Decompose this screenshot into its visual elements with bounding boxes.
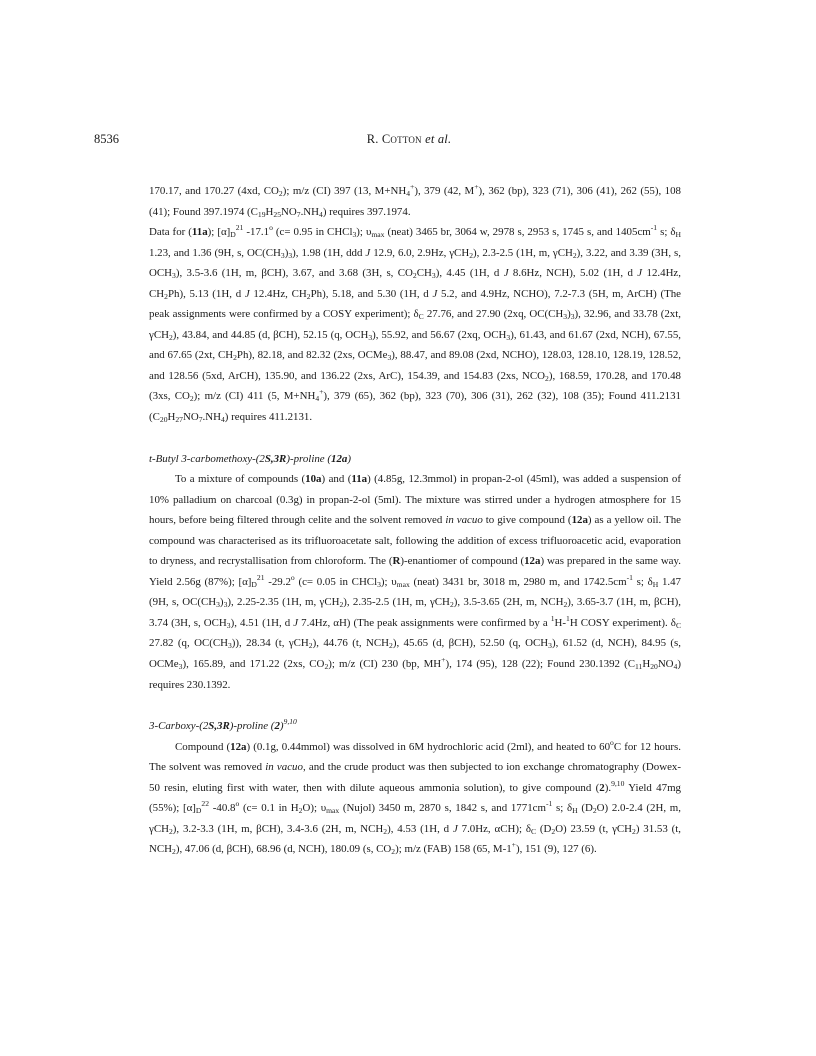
section-title-12a: t-Butyl 3-carbomethoxy-(2S,3R)-proline (12a) <box>149 452 351 465</box>
page-header <box>94 132 724 150</box>
paragraph-data-11a: Data for (11a); $[\alpha]_D^{21}$ -17.1$^o$ (c= 0.95 in CHCl$_3$); $\upsilon_{max}$ (neat) 3465 br, 3064 w, 2978 s, 2953 s, 1745 s, and $1405cm^{-1}$ s; $\delta_H$ 1.23, and 1.36 (9H, s, $OC(CH_3)_3$), 1.98 (1H, ddd J 12.9, 6.0, 2.9Hz, γCH$_2$), 2.3-2.5 (1H, m, γCH$_2$), 3.22, and 3.39 (3H, s, $OCH_3$), 3.5-3.6 (1H, m, βCH), 3.67, and 3.68 (3H, s, $CO_2CH_3$), 4.45 (1H, d J 8.6Hz, NCH), 5.02 (1H, d J 12.4Hz, $CH_2Ph$), 5.13 (1H, d J 12.4Hz, $CH_2Ph$), 5.18, and 5.30 (1H, d J 5.2, and 4.9Hz, NCHO), 7.2-7.3 (5H, m, ArCH) (The peak assignments were confirmed by a COSY experiment); $\delta_C$ 27.76, and 27.90 (2xq, $OC(CH_3)_3$), 32.96, and 33.78 (2xt, γCH$_2$), 43.84, and 44.85 (d, βCH), 52.15 (q, $OCH_3$), 55.92, and 56.67 (2xq, $OCH_3$), 61.43, and 61.67 (2xd, NCH), 67.55, and 67.65 (2xt, $CH_2Ph$), 82.18, and 82.32 (2xs, OCMe$_3$), 88.47, and 89.08 (2xd, NCHO), 128.03, 128.10, 128.19, 128.52, and 128.56 (5xd, ArCH), 135.90, and 136.22 (2xs, ArC), 154.39, and 154.83 (2xs, $NCO_2$), 168.59, 170.28, and 170.48 (3xs, $CO_2$); m/z (CI) 411 (5, $M+NH_4^+$), 379 (65), 362 (bp), 323 (70), 306 (31), 262 (32), 108 (35); Found 411.2131 $(C_{20}H_{27}NO_7.NH_4)$ requires 411.2131. <box>149 223 682 425</box>
article-body <box>149 181 681 860</box>
paragraph-2: Compound (12a) (0.1g, 0.44mmol) was dissolved in 6M hydrochloric acid (2ml), and heated to 60$^o$C for 12 hours. The solvent was removed in vacuo, and the crude product was then subjected to ion exchange chromatography (Dowex-50 resin, eluting first with water, then with dilute aqueous ammonia solution), to give compound (2).$^{9,10}$ Yield 47mg (55%); $[\alpha]_D^{22}$ -40.8$^o$ (c= 0.1 in $H_2O$); $\upsilon_{max}$ (Nujol) 3450 m, 2870 s, 1842 s, and $1771cm^{-1}$ s; $\delta_H$ $(D_2O)$ 2.0-2.4 (2H, m, γCH$_2$), 3.2-3.3 (1H, m, βCH), 3.4-3.6 (2H, m, $NCH_2$), 4.53 (1H, d J 7.0Hz, αCH); $\delta_C$ $(D_2O)$ 23.59 (t, γCH$_2$) 31.53 (t, $NCH_2$), 47.06 (d, βCH), 68.96 (d, NCH), 180.09 (s, $CO_2$); m/z (FAB) 158 (65, M-1+), 151 (9), 127 (6). <box>149 737 682 857</box>
paragraph-continued: 170.17, and 170.27 (4xd, $CO_2$); m/z (CI) 397 (13, $M+NH_4^+$), 379 (42, M+), 362 (bp), 323 (71), 306 (41), 262 (55), 108 (41); Found 397.1974 $(C_{19}H_{25}NO_7.NH_4)$ requires 397.1974. <box>149 182 682 219</box>
paragraph-12a: To a mixture of compounds (10a) and (11a) (4.85g, 12.3mmol) in propan-2-ol (45ml), was added a suspension of 10% palladium on charcoal (0.3g) in propan-2-ol (5ml). The mixture was stirred under a hydrogen atmosphere for 15 hours, before being filtered through celite and the solvent removed in vacuo to give compound (12a) as a yellow oil. The compound was characterised as its trifluoroacetate salt, following the addition of excess trifluoroacetic acid, evaporation to dryness, and recrystallisation from chloroform. The (R)-enantiomer of compound (12a) was prepared in the same way. Yield 2.56g (87%); $[\alpha]_D^{21}$ -29.2$^o$ (c= 0.05 in CHCl$_3$); $\upsilon_{max}$ (neat) 3431 br, 3018 m, 2980 m, and $1742.5cm^{-1}$ s; $\delta_H$ 1.47 (9H, s, $OC(CH_3)_3$), 2.25-2.35 (1H, m, γCH$_2$), 2.35-2.5 (1H, m, γCH$_2$), 3.5-3.65 (2H, m, $NCH_2$), 3.65-3.7 (1H, m, βCH), 3.74 (3H, s, $OCH_3$), 4.51 (1H, d J 7.4Hz, αH) (The peak assignments were confirmed by a $^1$H-$^1$H COSY experiment). $\delta_C$ 27.82 (q, $OC(CH_3)$), 28.34 (t, γCH$_2$), 44.76 (t, $NCH_2$), 45.65 (d, βCH), 52.50 (q, $OCH_3$), 61.52 (d, NCH), 84.95 (s, OCMe$_3$), 165.89, and 171.22 (2xs, $CO_2$); m/z (CI) 230 (bp, MH+), 174 (95), 128 (22); Found 230.1392 $(C_{11}H_{20}NO_4)$ requires 230.1392. <box>149 473 682 691</box>
section-title-2: 3-Carboxy-(2S,3R)-proline $(2)^{9,10}$ <box>149 717 297 733</box>
running-head <box>94 132 724 147</box>
et-al: et al. <box>425 132 452 146</box>
author-surname: otton <box>390 132 422 146</box>
page-number: 8536 <box>94 132 119 146</box>
author-initial: R. C <box>366 132 391 146</box>
